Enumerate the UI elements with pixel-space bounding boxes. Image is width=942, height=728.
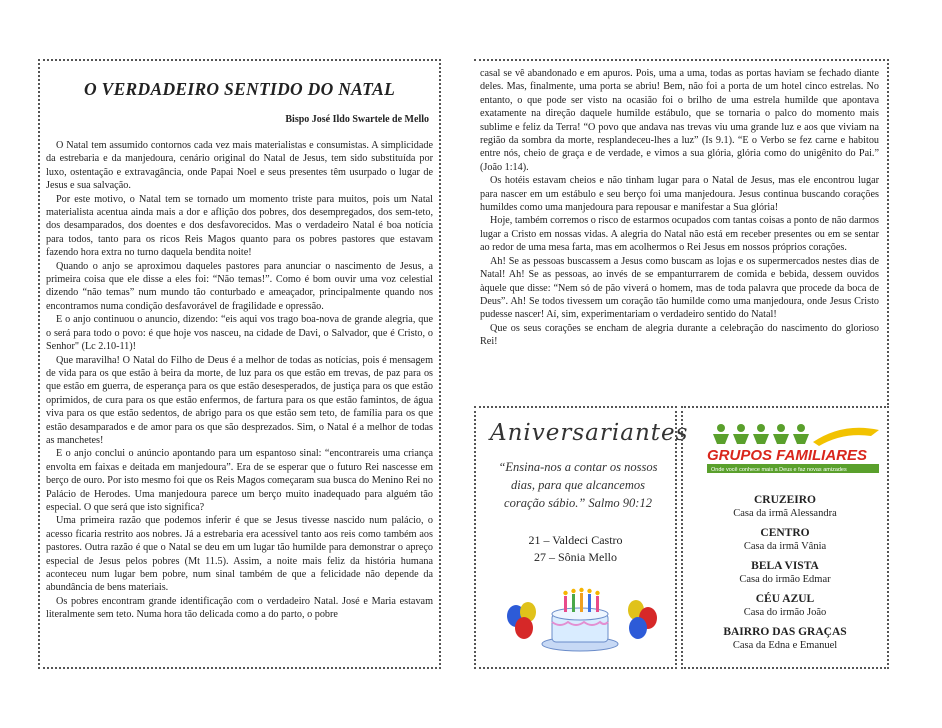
logo-tagline: Onde você conhece mais a Deus e faz novas amizades	[711, 467, 847, 473]
group-address: Casa do irmão Edmar	[739, 574, 831, 585]
list-item	[683, 526, 887, 554]
paragraph: Que os seus corações se encham de alegria durante a celebração do nascimento do glorioso Rei!	[480, 322, 879, 348]
article-body-right	[480, 67, 879, 349]
article-author: Bispo José Ildo Swartele de Mello	[285, 114, 429, 125]
group-name: CRUZEIRO	[754, 494, 816, 506]
article-right-panel	[474, 59, 889, 405]
birthdays-title: Aniversariantes	[490, 420, 689, 446]
birthdays-panel	[474, 406, 689, 669]
paragraph: Quando o anjo se aproximou daqueles pastores para anunciar o nascimento de Jesus, a primeira coisa que ele disse a eles foi: “Não temas!”. Como é bom ouvir uma voz celestial dizendo “não temas” num mundo tão conturbado e ameaçador, principalmente quando nos encontramos numa condição desfavorável de fragilidade e opressão.	[46, 260, 433, 312]
group-name: BELA VISTA	[751, 560, 819, 572]
group-name: BAIRRO DAS GRAÇAS	[723, 626, 847, 638]
paragraph: casal se vê abandonado e em apuros. Pois, uma a uma, todas as portas haviam se fechado diante deles. Mas, finalmente, uma porta se abriu! Bem, não foi a porta de um hotel cinco estrelas. No entanto, o que pode ser visto na ocasião foi o brilho de uma estrela humilde que apontava exatamente na direção daquele humilde estábulo, que se tornaria o palco do momento mais sublime e feliz da Terra! “O povo que andava nas trevas viu uma grande luz e aos que viviam na região da sombra da morte, resplandeceu-lhes a luz” (Is 9.1). “E o Verbo se fez carne e habitou entre nós, cheio de graça e de verdade, e vimos a sua glória, glória como do unigênito do Pai.” (João 1:14).	[480, 68, 879, 173]
paragraph: Uma primeira razão que podemos inferir é que se Jesus tivesse nascido num palácio, o acesso ficaria restrito aos nobres. Já a estrebaria era acessível tanto aos reis como também aos pastores. Outra razão é que o Natal se deu em um lugar tão humilde para demonstrar o apreço especial de Jesus pelos pobres (Mt 11.5). Assim, a noite mais feliz da história humana aconteceu num lugar bem pobre, num sinal também de que a felicidade não depende da abundância de bens materiais.	[46, 515, 433, 594]
paragraph: Hoje, também corremos o risco de estarmos ocupados com tantas coisas a ponto de não darmos lugar a Cristo em nossas vidas. A alegria do Natal não está em receber presentes ou em se sentar ao redor de uma mesa farta, mas em acolhermos o Rei Jesus em nossos próprios corações.	[480, 215, 879, 254]
article-body-left	[46, 139, 433, 622]
group-address: Casa do irmão João	[743, 607, 827, 618]
article-title: O VERDADEIRO SENTIDO DO NATAL	[84, 79, 396, 99]
paragraph: Os pobres encontram grande identificação com o verdadeiro Natal. José e Maria estavam literalmente sem teto. Numa hora tão delicada como a do parto, o pobre	[46, 595, 433, 621]
quote-line: “Ensina-nos a contar os nossos	[498, 460, 658, 474]
birthdays-quote	[484, 458, 672, 512]
list-item	[683, 559, 887, 587]
paragraph: E o anjo conclui o anúncio apontando para um espantoso sinal: “encontrareis uma criança envolta em faixas e deitada em manjedoura”. Era de se esperar que o futuro Rei nascesse em berço de ouro. Por isto mesmo foi que os Reis Magos começaram sua busca do Menino Rei no Palácio de Herodes. Uma manjedoura parece um berço muito inadequado para alguém tão especial. O que será que isto significa?	[46, 448, 433, 513]
groups-list	[683, 488, 887, 653]
birthdays-list	[476, 532, 675, 566]
paragraph: O Natal tem assumido contornos cada vez mais materialistas e consumistas. A simplicidade da estrebaria e da manjedoura, cenário original do Natal de Jesus, tem sido substituída por luxo, ostentação e extravagância, onde Papai Noel e seus presentes têm usurpado o lugar de Jesus e sua salvação.	[46, 140, 433, 192]
grupos-familiares-logo	[703, 420, 883, 476]
article-left-panel	[38, 59, 441, 669]
group-address: Casa da irmã Alessandra	[733, 508, 837, 519]
list-item: 21 – Valdeci Castro	[528, 533, 623, 547]
family-groups-panel	[681, 406, 889, 669]
birthday-cake-icon	[498, 568, 663, 658]
list-item: 27 – Sônia Mello	[534, 550, 617, 564]
paragraph: Os hotéis estavam cheios e não tinham lugar para o Natal de Jesus, mas ele encontrou lugar para nascer em um estábulo e seu berço foi uma manjedoura. Jesus continua buscando corações humildes como uma manjedoura para repousar e manifestar a Sua glória!	[480, 175, 879, 214]
list-item	[683, 592, 887, 620]
paragraph: Por este motivo, o Natal tem se tornado um momento triste para muitos, pois um Natal materialista acentua ainda mais a dor e aflição dos pobres, dos desempregados, dos sem-teto, dos desamparados, dos doentes e dos desfavorecidos. Mas o verdadeiro Natal é boa notícia para todos, tanto para os ricos Reis Magos quanto para os pobres pastores que estavam fazendo hora extra no turno daquela bendita noite!	[46, 193, 433, 259]
group-name: CÉU AZUL	[755, 593, 815, 605]
group-address: Casa da irmã Vânia	[743, 541, 827, 552]
paragraph: E o anjo continuou o anuncio, dizendo: “eis aqui vos trago boa-nova de grande alegria, que o será para todo o povo: é que hoje vos nasceu, na cidade de Davi, o Salvador, que é Cristo, o Senhor" (Lc 2.10-11)!	[46, 314, 433, 353]
list-item	[683, 625, 887, 653]
list-item	[683, 493, 887, 521]
logo-text: GRUPOS FAMILIARES	[707, 447, 868, 464]
paragraph: Que maravilha! O Natal do Filho de Deus é a melhor de todas as notícias, pois é mensagem de vida para os que estão à beira da morte, de luz para os que estão em trevas, de paz para os que estão em guerra, de esperança para os que estão desesperados, de justiça para os que estão oprimidos, de cura para os que estão enfermos, de fartura para os que estão famintos, de água viva para os que estão sedentos, de abrigo para os que estão sem teto, de família para os que estão desamparados e de amor para os que são desprezados. Sim, o Natal é a melhor de todas as manchetes!	[46, 354, 433, 446]
quote-line: dias, para que alcancemos	[510, 478, 645, 492]
group-name: CENTRO	[760, 527, 810, 539]
quote-line: coração sábio.” Salmo 90:12	[504, 496, 652, 510]
group-address: Casa da Edna e Emanuel	[732, 640, 838, 651]
paragraph: Ah! Se as pessoas buscassem a Jesus como buscam as lojas e os supermercados nestes dias de Natal! Ah! Se as pessoas, ao invés de se empanturrarem de comida e bebida, dessem ouvidos àquele que disse: “Nem só de pão viverá o homem, mas de toda palavra que procede da boca de Deus”. Ah! Se todos tivessem um coração tão humilde como uma manjedoura, onde Jesus Cristo pudesse nascer! Aí, sim, experimentariam o verdadeiro sentido do Natal!	[480, 255, 879, 321]
